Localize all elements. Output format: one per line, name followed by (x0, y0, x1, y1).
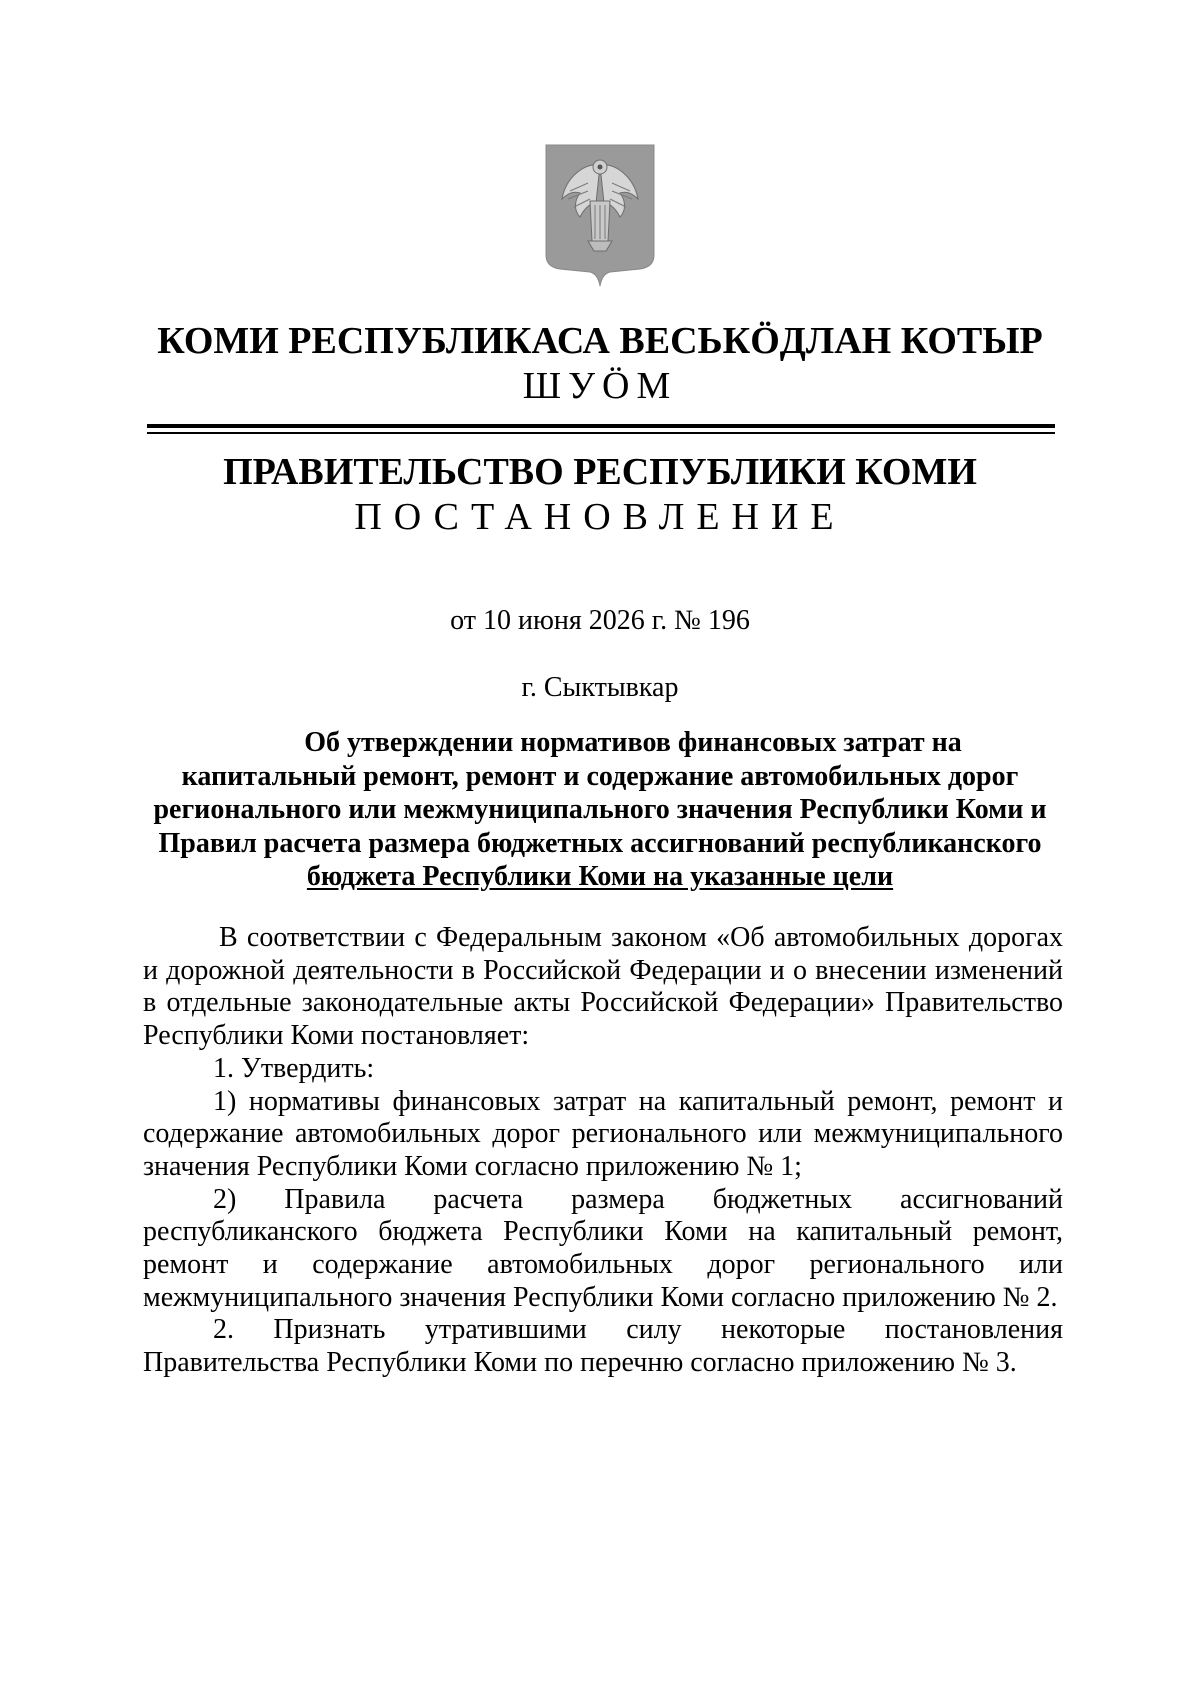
document-type: ПОСТАНОВЛЕНИЕ (354, 496, 846, 538)
government-title: ПРАВИТЕЛЬСТВО РЕСПУБЛИКИ КОМИ (223, 451, 977, 493)
title-line: Правил расчета размера бюджетных ассигнований республиканского (158, 827, 1042, 859)
clause-1-2: 2) Правила расчета размера бюджетных ассигнований республиканского бюджета Республики Коми на капитальный ремонт, ремонт и содержание автомобильных дорог регионального или межмуниципального значения Республики Коми согласно приложению № 2. (143, 1183, 1063, 1313)
clause-2: 2. Признать утратившими силу некоторые постановления Правительства Республики Коми по перечню согласно приложению № 3. (143, 1314, 1063, 1379)
komi-government-title: КОМИ РЕСПУБЛИКАСА ВЕСЬКӦДЛАН КОТЫР (157, 320, 1043, 362)
clause-1: 1. Утвердить: (213, 1052, 375, 1084)
preamble-paragraph: В соответствии с Федеральным законом «Об автомобильных дорогах и дорожной деятельности в Российской Федерации и о внесении изменений в отдельные законодательные акты Российской Федерации» Правительство Республики Коми постановляет: (143, 922, 1063, 1052)
title-line: регионального или межмуниципального значения Республики Коми и (153, 794, 1047, 825)
komi-document-type: ШУӦМ (522, 365, 678, 407)
document-title (140, 726, 1060, 894)
document-body (143, 922, 1063, 1380)
document-city: г. Сыктывкар (521, 672, 679, 703)
header-divider-thick (147, 424, 1055, 428)
header-divider-thin (147, 432, 1055, 434)
title-line: капитальный ремонт, ремонт и содержание автомобильных дорог (181, 760, 1019, 792)
document-date-number: от 10 июня 2026 г. № 196 (450, 605, 750, 636)
komi-coat-of-arms-icon (544, 143, 656, 288)
title-line: Об утверждении нормативов финансовых затрат на (304, 727, 962, 758)
title-line: бюджета Республики Коми на указанные цели (306, 861, 894, 892)
clause-1-1: 1) нормативы финансовых затрат на капитальный ремонт, ремонт и содержание автомобильных дорог регионального или межмуниципального значения Республики Коми согласно приложению № 1; (143, 1085, 1063, 1182)
